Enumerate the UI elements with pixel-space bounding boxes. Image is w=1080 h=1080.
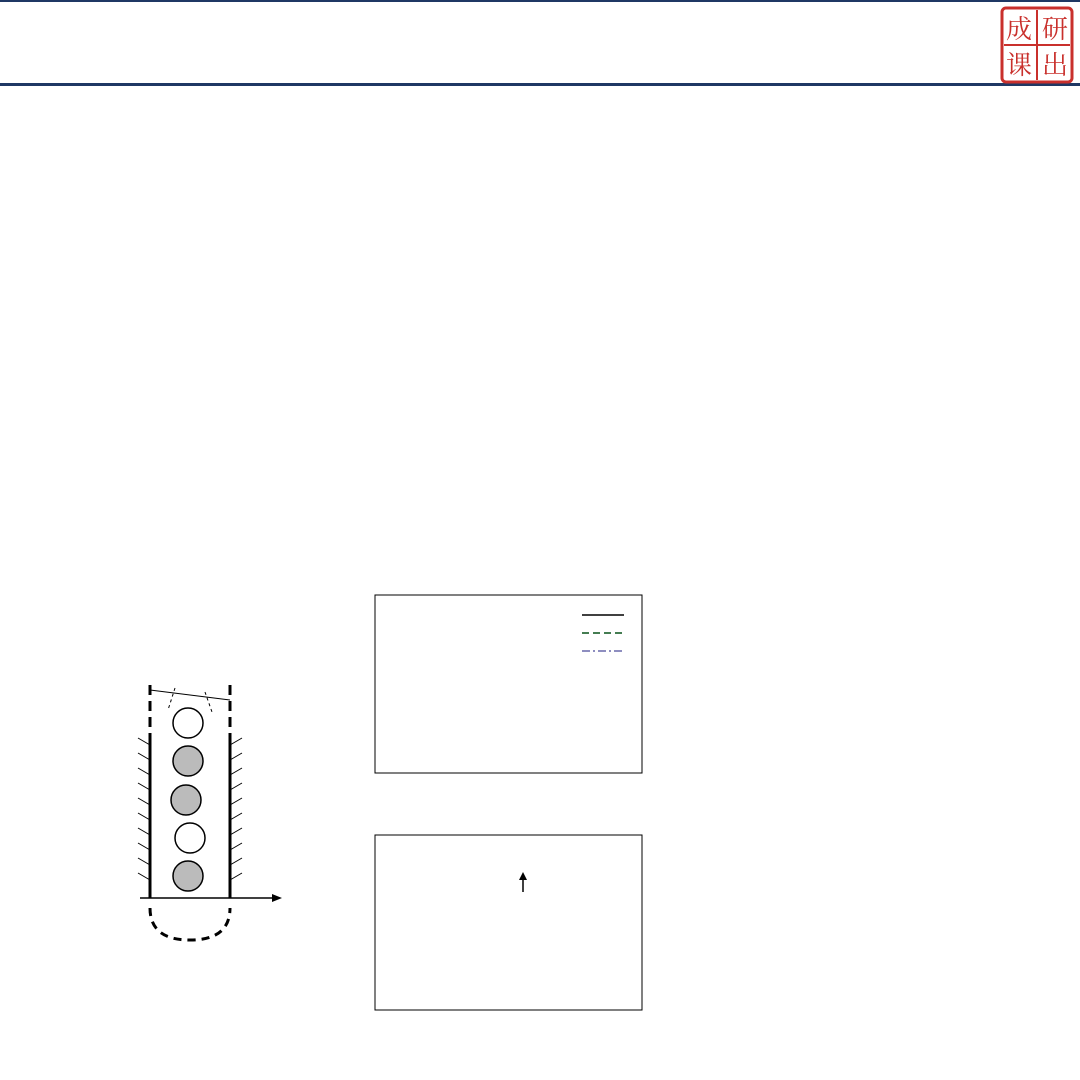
ion-column bbox=[171, 708, 205, 891]
legend bbox=[582, 615, 624, 651]
svg-text:课: 课 bbox=[1005, 51, 1033, 81]
panel-c bbox=[375, 835, 642, 1010]
panel-a bbox=[138, 685, 282, 940]
panel-b bbox=[375, 595, 642, 773]
svg-text:成: 成 bbox=[1005, 15, 1033, 45]
slide-header bbox=[0, 0, 1080, 86]
svg-text:研: 研 bbox=[1041, 15, 1069, 45]
brand-logo bbox=[1000, 6, 1074, 84]
svg-text:出: 出 bbox=[1041, 51, 1069, 81]
figure bbox=[0, 560, 1080, 1060]
